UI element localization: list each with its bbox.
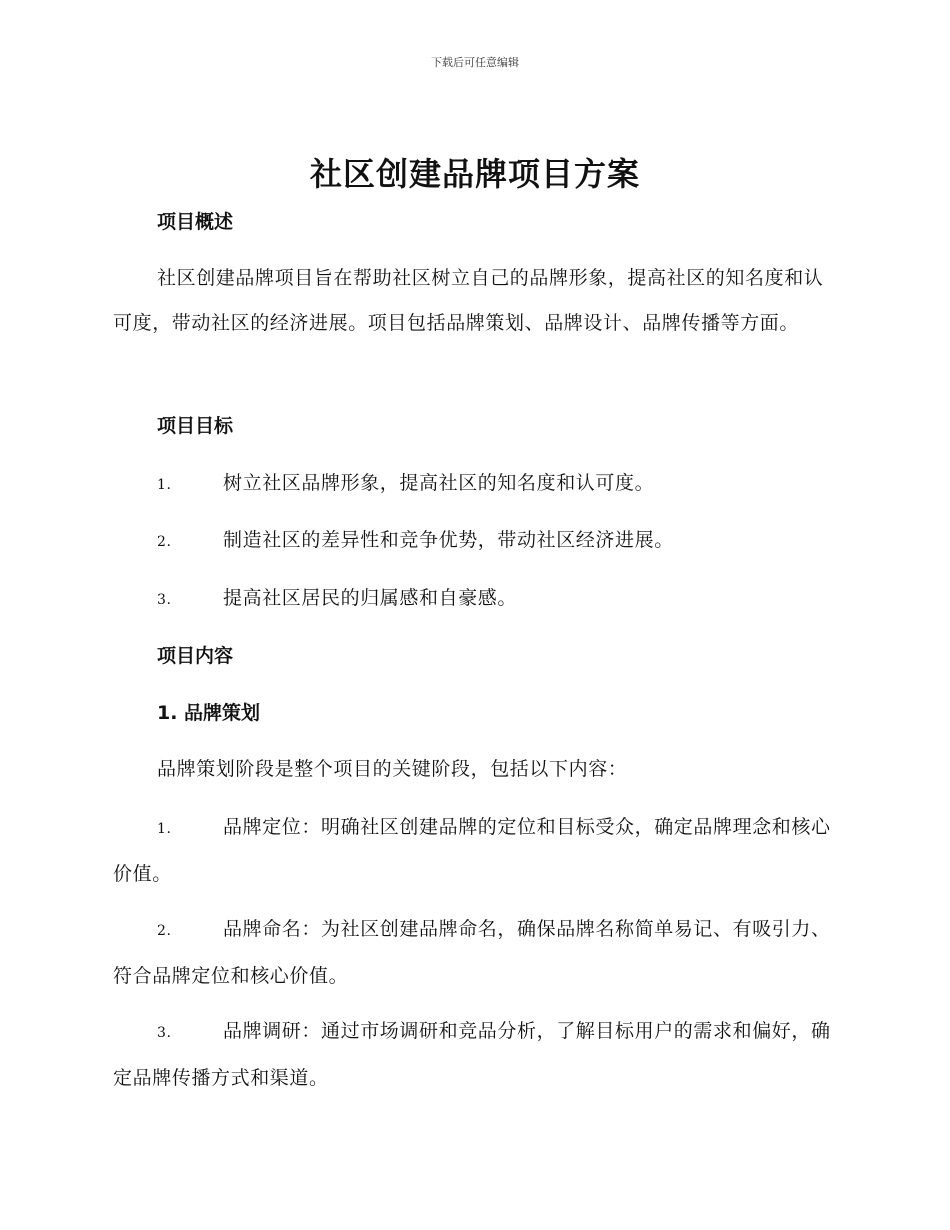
goal-item-text: 树立社区品牌形象，提高社区的知名度和认可度。 [223, 472, 655, 494]
heading-content: 项目内容 [157, 645, 234, 667]
goal-item [113, 576, 833, 623]
sub-heading-brand-planning: 1. 品牌策划 [157, 702, 261, 724]
goal-item [113, 518, 833, 565]
goal-item-text: 提高社区居民的归属感和自豪感。 [223, 587, 518, 609]
heading-goals: 项目目标 [157, 415, 234, 437]
goal-item-number: 2. [157, 534, 172, 550]
planning-item-number: 2. [157, 923, 172, 939]
planning-item-text: 品牌定位：明确社区创建品牌的定位和目标受众，确定品牌理念和核心价值。 [113, 816, 831, 885]
overview-paragraph: 社区创建品牌项目旨在帮助社区树立自己的品牌形象，提高社区的知名度和认可度，带动社区的经济进展。项目包括品牌策划、品牌设计、品牌传播等方面。 [113, 267, 824, 334]
planning-item-text: 品牌命名：为社区创建品牌命名，确保品牌名称简单易记、有吸引力、符合品牌定位和核心价值。 [113, 918, 831, 987]
planning-item-text: 品牌调研：通过市场调研和竞品分析，了解目标用户的需求和偏好，确定品牌传播方式和渠道。 [113, 1020, 831, 1089]
planning-item [113, 907, 833, 999]
goal-item-number: 3. [157, 592, 172, 608]
planning-item-number: 3. [157, 1025, 172, 1041]
goal-item [113, 461, 833, 508]
document-title: 社区创建品牌项目方案 [309, 155, 640, 193]
goal-item-text: 制造社区的差异性和竞争优势，带动社区经济进展。 [223, 529, 674, 551]
planning-item [113, 1009, 833, 1101]
planning-item [113, 805, 833, 897]
heading-overview: 项目概述 [157, 211, 234, 233]
brand-planning-intro: 品牌策划阶段是整个项目的关键阶段，包括以下内容： [157, 758, 628, 780]
header-note: 下载后可任意编辑 [431, 56, 519, 69]
goal-item-number: 1. [157, 477, 172, 493]
planning-item-number: 1. [157, 821, 172, 837]
